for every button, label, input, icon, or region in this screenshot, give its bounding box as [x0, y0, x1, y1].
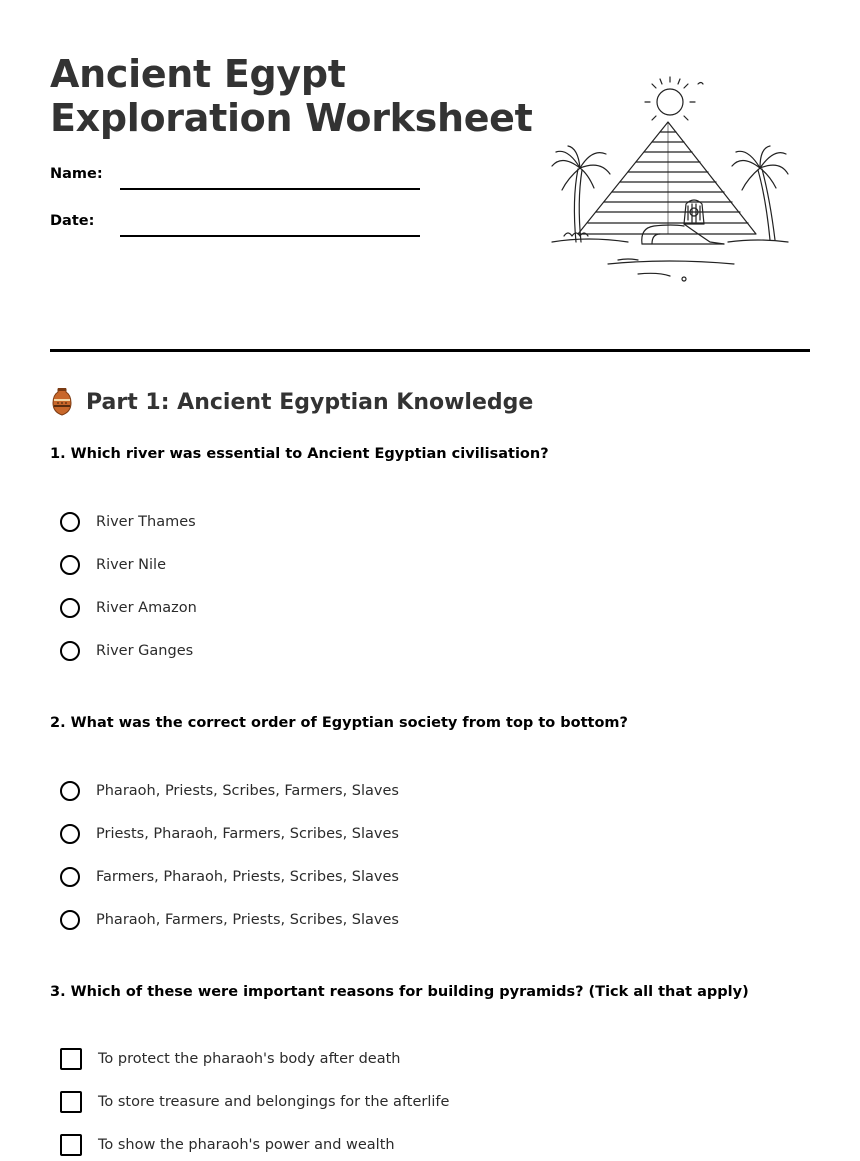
date-field[interactable]	[50, 213, 420, 243]
q3-option-2[interactable]	[60, 1090, 449, 1114]
q1-option-2[interactable]	[60, 553, 166, 577]
option-label: Pharaoh, Priests, Scribes, Farmers, Slaves	[96, 783, 399, 799]
radio-button[interactable]	[60, 781, 80, 801]
q2-option-4[interactable]	[60, 908, 399, 932]
q1-option-4[interactable]	[60, 639, 193, 663]
option-label: Farmers, Pharaoh, Priests, Scribes, Slaves	[96, 869, 399, 885]
palm-tree-left-icon	[552, 146, 610, 242]
section-1-heading	[50, 387, 533, 417]
option-label: Priests, Pharaoh, Farmers, Scribes, Slaves	[96, 826, 399, 842]
option-label: To protect the pharaoh's body after death	[98, 1051, 401, 1067]
amphora-icon	[50, 387, 74, 417]
pyramid-icon	[578, 122, 756, 234]
radio-button[interactable]	[60, 555, 80, 575]
radio-button[interactable]	[60, 512, 80, 532]
q3-option-3[interactable]	[60, 1133, 395, 1157]
option-label: River Amazon	[96, 600, 197, 616]
date-line[interactable]	[120, 235, 420, 237]
q1-option-1[interactable]	[60, 510, 196, 534]
option-label: River Nile	[96, 557, 167, 573]
title-line-1: Ancient Egypt	[50, 52, 346, 96]
checkbox[interactable]	[60, 1134, 82, 1156]
sun-icon	[645, 77, 703, 120]
section-1-title: Part 1: Ancient Egyptian Knowledge	[86, 389, 534, 415]
pyramid-sphinx-illustration	[548, 74, 793, 286]
name-line[interactable]	[120, 188, 420, 190]
question-2: 2. What was the correct order of Egyptian society from top to bottom?	[50, 715, 628, 731]
q2-option-3[interactable]	[60, 865, 399, 889]
radio-button[interactable]	[60, 598, 80, 618]
option-label: To show the pharaoh's power and wealth	[98, 1137, 395, 1153]
question-3: 3. Which of these were important reasons for building pyramids? (Tick all that apply)	[50, 984, 749, 1000]
option-label: River Ganges	[96, 643, 194, 659]
radio-button[interactable]	[60, 824, 80, 844]
question-1: 1. Which river was essential to Ancient Egyptian civilisation?	[50, 446, 549, 462]
radio-button[interactable]	[60, 641, 80, 661]
sphinx-icon	[642, 200, 724, 244]
date-label: Date:	[50, 213, 95, 229]
option-label: To store treasure and belongings for the afterlife	[98, 1094, 450, 1110]
radio-button[interactable]	[60, 910, 80, 930]
name-label: Name:	[50, 166, 103, 182]
name-field[interactable]	[50, 166, 420, 196]
header-divider	[50, 349, 810, 352]
ground-icon	[552, 233, 788, 281]
palm-tree-right-icon	[732, 146, 788, 240]
radio-button[interactable]	[60, 867, 80, 887]
option-label: Pharaoh, Farmers, Priests, Scribes, Slaves	[96, 912, 399, 928]
option-label: River Thames	[96, 514, 196, 530]
checkbox[interactable]	[60, 1091, 82, 1113]
title-line-2: Exploration Worksheet	[50, 96, 533, 140]
worksheet-title	[50, 52, 533, 140]
q2-option-2[interactable]	[60, 822, 399, 846]
checkbox[interactable]	[60, 1048, 82, 1070]
q1-option-3[interactable]	[60, 596, 197, 620]
q3-option-1[interactable]	[60, 1047, 400, 1071]
q2-option-1[interactable]	[60, 779, 399, 803]
